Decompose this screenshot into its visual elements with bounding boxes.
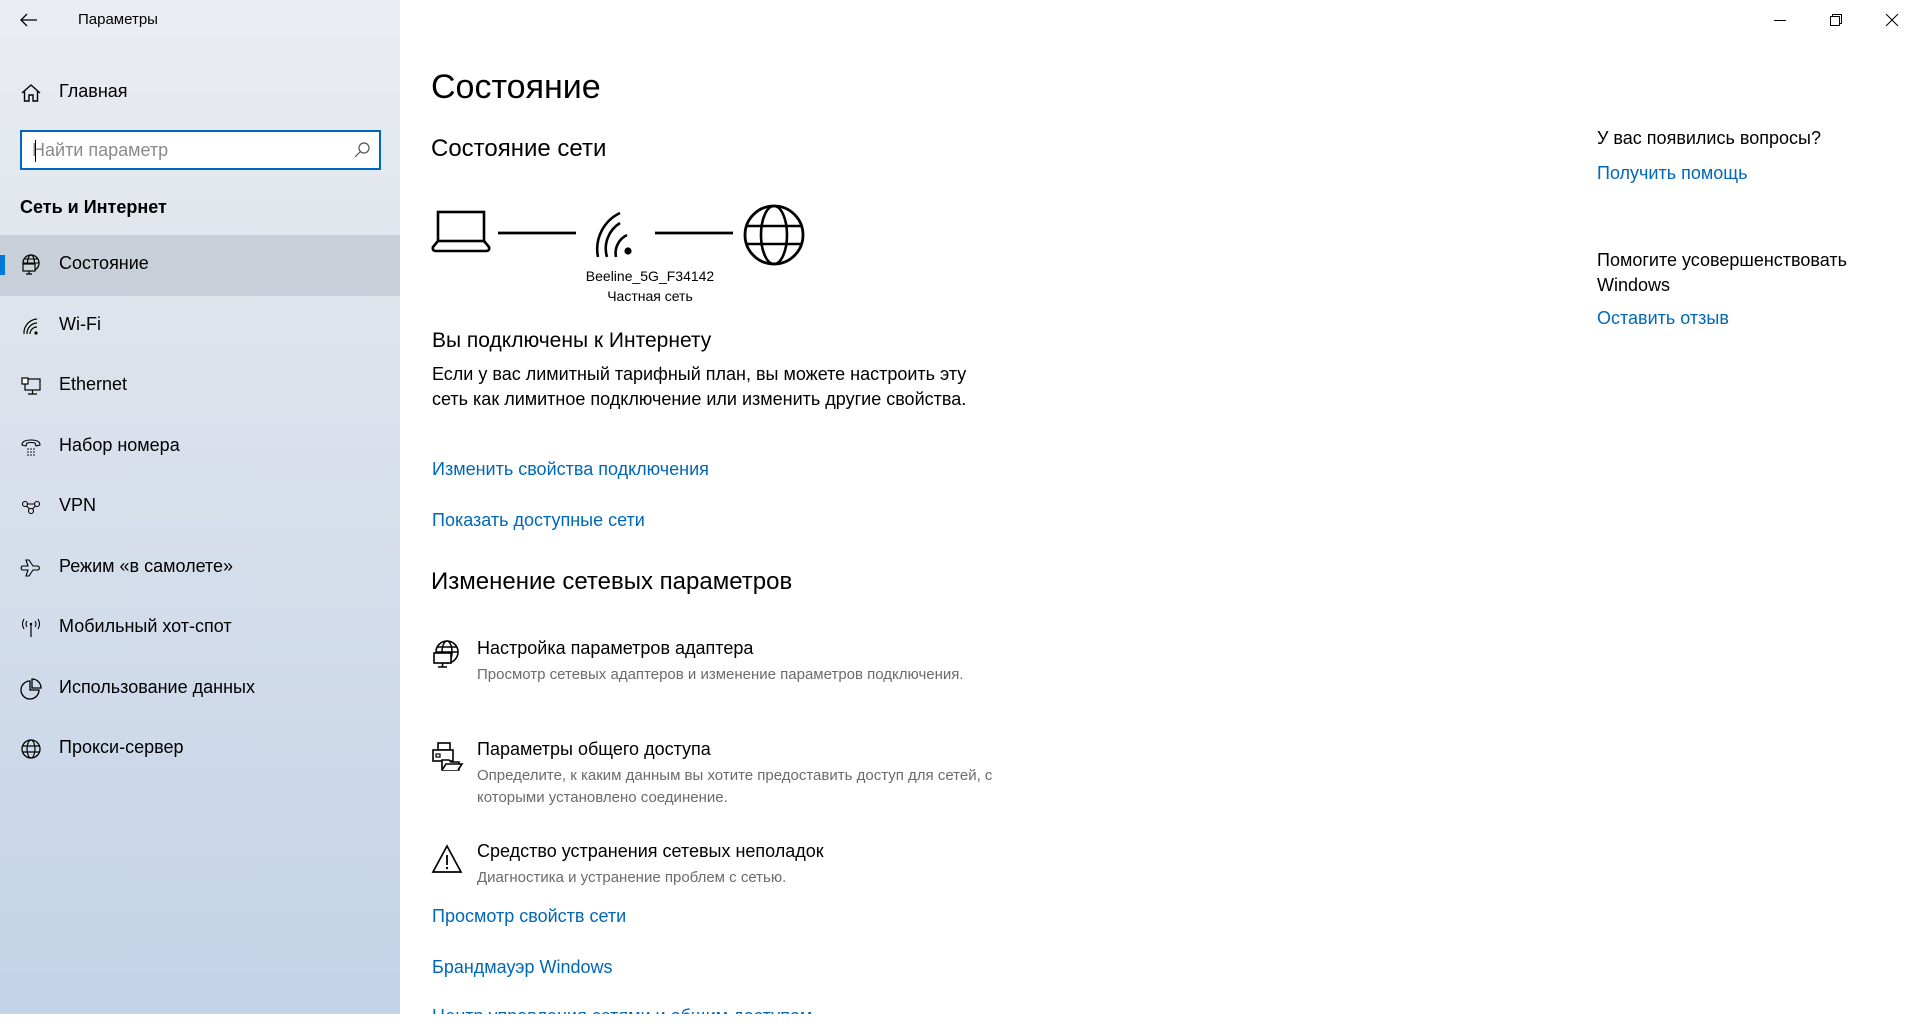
setting-title: Параметры общего доступа [477,739,711,759]
home-label: Главная [59,81,128,101]
sidebar-item-label: Мобильный хот-спот [59,616,232,636]
improve-windows-label: Помогите усовершенствовать Windows [1597,250,1848,295]
internet-globe-icon [745,206,803,264]
home-icon [20,82,42,104]
sidebar-item-label: Wi-Fi [59,313,101,334]
get-help-link[interactable]: Получить помощь [1597,163,1748,183]
network-status-icon [20,254,42,276]
airplane-icon [20,557,42,579]
restore-button[interactable] [1808,0,1864,40]
sidebar-item-ethernet[interactable] [0,356,400,417]
wifi-router-icon [597,213,631,257]
sidebar-item-label: VPN [59,495,97,515]
setting-title: Настройка параметров адаптера [477,638,754,658]
give-feedback-link[interactable]: Оставить отзыв [1597,308,1729,328]
globe-icon [20,738,42,760]
sharing-icon [431,741,463,773]
search-icon[interactable] [353,141,371,159]
network-name: Beeline_5G_F34142 [585,268,715,284]
close-icon [1886,14,1898,26]
window-bottom-edge [0,1014,1920,1029]
sidebar-section-title: Сеть и Интернет [20,197,167,217]
minimize-button[interactable] [1752,0,1808,40]
search-box[interactable] [20,130,381,170]
sidebar-item-label: Использование данных [59,676,255,697]
questions-label: У вас появились вопросы? [1597,128,1821,148]
sidebar-item-airplane[interactable] [0,538,400,599]
back-arrow-icon [20,13,38,27]
sidebar-item-label: Состояние [59,253,149,273]
wifi-icon [20,315,42,337]
sidebar-item-label: Ethernet [59,374,128,394]
laptop-icon [433,212,489,251]
network-diagram [432,205,812,305]
setting-description: Диагностика и устранение проблем с сетью. [477,869,787,886]
warning-icon [431,843,463,875]
dialup-phone-icon [20,436,42,458]
change-connection-properties-link[interactable]: Изменить свойства подключения [432,459,709,479]
hotspot-icon [20,617,42,639]
page-title: Состояние [431,68,601,106]
setting-description: Просмотр сетевых адаптеров и изменение параметров подключения. [477,666,964,683]
show-available-networks-link[interactable]: Показать доступные сети [432,510,645,530]
network-status-heading: Состояние сети [431,135,607,162]
sidebar-item-label: Набор номера [59,434,180,455]
connection-status-title: Вы подключены к Интернету [432,329,712,352]
ethernet-icon [20,375,42,397]
sidebar-item-proxy[interactable] [0,719,400,780]
sidebar-item-dialup[interactable] [0,417,400,478]
sidebar [0,0,400,1014]
search-input[interactable] [32,138,342,162]
sidebar-item-label: Режим «в самолете» [59,555,234,576]
sidebar-item-hotspot[interactable] [0,598,400,659]
main-content [400,0,1520,1014]
text-caret [35,140,36,162]
restore-icon [1830,14,1842,26]
setting-description: Определите, к каким данным вы хотите предоставить доступ для сетей, с которыми установлено соединение. [477,767,993,806]
change-settings-heading: Изменение сетевых параметров [431,568,793,595]
sidebar-item-data-usage[interactable] [0,659,400,720]
right-help-panel [1597,0,1920,1014]
vpn-icon [20,496,42,518]
data-usage-icon [20,678,42,700]
titlebar [0,0,400,40]
app-title: Параметры [78,11,158,28]
adapter-icon [431,640,463,672]
back-button[interactable] [14,6,44,34]
connection-status-description: Если у вас лимитный тарифный план, вы можете настроить эту сеть как лимитное подключение или изменить другие свойства. [432,364,967,409]
window-controls [1752,0,1920,40]
setting-title: Средство устранения сетевых неполадок [477,841,824,861]
sidebar-nav [0,235,400,780]
network-profile: Частная сеть [607,288,693,304]
sidebar-item-home[interactable] [0,70,400,114]
close-button[interactable] [1864,0,1920,40]
minimize-icon [1774,14,1786,26]
sidebar-item-status[interactable] [0,235,400,296]
sidebar-item-vpn[interactable] [0,477,400,538]
sidebar-item-label: Прокси-сервер [59,737,184,757]
windows-firewall-link[interactable]: Брандмауэр Windows [432,957,613,977]
sidebar-item-wifi[interactable] [0,296,400,357]
view-network-properties-link[interactable]: Просмотр свойств сети [432,906,627,926]
